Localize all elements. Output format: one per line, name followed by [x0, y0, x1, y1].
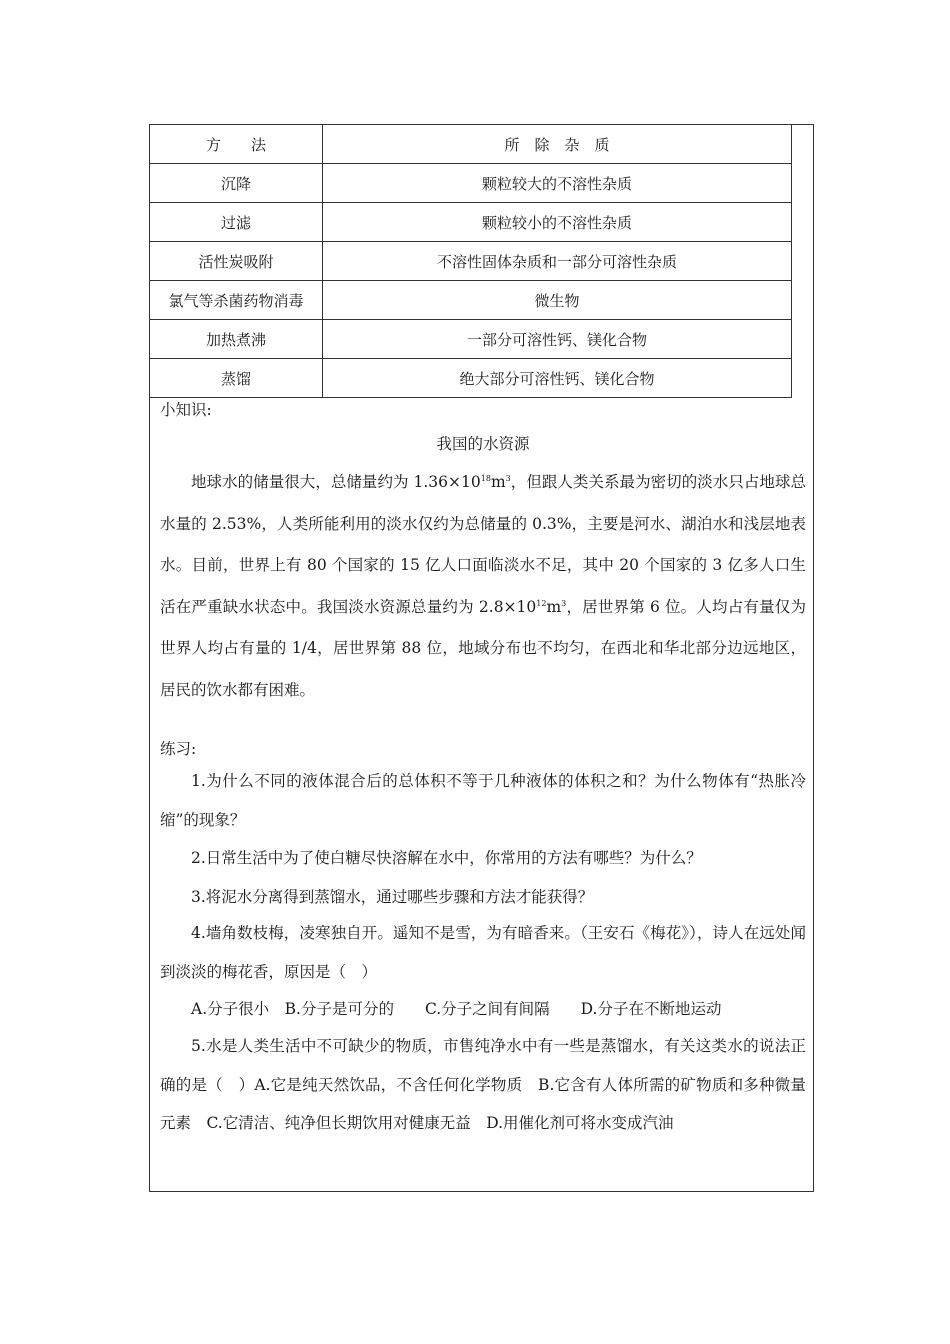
question-3: 3.将泥水分离得到蒸馏水，通过哪些步骤和方法才能获得？ [191, 888, 594, 906]
paragraph-text: ，但跟人类关系最为密切的淡水只占地球总水量的 2.53%，人类所能利用的淡水仅约为总储量的 0.3%，主要是河水、湖泊水和浅层地表水。目前，世界上有 80 个国家的 15 亿人口面临淡水不足，其中 20 个国家的 3 亿多人口生活在严重缺水状态中。我国淡水资源总量约为 2.8×10 [160, 473, 806, 616]
knowledge-title: 我国的水资源 [436, 435, 530, 453]
table-row [150, 320, 792, 359]
knowledge-label: 小知识: [160, 401, 212, 419]
table-cell-method: 沉降 [150, 164, 323, 203]
exponent: 12 [536, 598, 547, 608]
table-cell-method: 氯气等杀菌药物消毒 [150, 281, 323, 320]
paragraph-text: ，居世界第 6 位。人均占有量仅为世界人均占有量的 1/4，居世界第 88 位，地域分布也不均匀，在西北和华北部分边远地区，居民的饮水都有困难。 [160, 597, 806, 699]
question-1: 1.为什么不同的液体混合后的总体积不等于几种液体的体积之和？为什么物体有“热胀冷缩”的现象？ [160, 772, 806, 829]
question-2: 2.日常生活中为了使白糖尽快溶解在水中，你常用的方法有哪些？为什么？ [191, 849, 702, 867]
knowledge-paragraph [160, 462, 806, 711]
table-cell-method: 活性炭吸附 [150, 242, 323, 281]
unit-text: m [546, 597, 562, 616]
question-5: 5.水是人类生活中不可缺少的物质，市售纯净水中有一些是蒸馏水，有关这类水的说法正确的是（ ）A.它是纯天然饮品，不含任何化学物质 B.它含有人体所需的矿物质和多种微量元素 C.它清洁、纯净但长期饮用对健康无益 D.用催化剂可将水变成汽油 [160, 1037, 806, 1132]
exponent: 3 [505, 474, 511, 483]
table-cell-impurity: 不溶性固体杂质和一部分可溶性杂质 [323, 242, 792, 281]
table-cell-impurity: 颗粒较小的不溶性杂质 [323, 203, 792, 242]
table-cell-impurity: 绝大部分可溶性钙、镁化合物 [323, 359, 792, 398]
purification-methods-table [149, 124, 792, 398]
table-cell-method: 蒸馏 [150, 359, 323, 398]
table-row [150, 242, 792, 281]
exponent: 3 [561, 598, 567, 608]
table-row [150, 281, 792, 320]
table-cell-method: 过滤 [150, 203, 323, 242]
question-4: 4.墙角数枝梅，凌寒独自开。遥知不是雪，为有暗香来。（王安石《梅花》），诗人在远处闻到淡淡的梅花香，原因是（ ） [160, 924, 806, 981]
paragraph-text: 地球水的储量很大，总储量约为 1.36×10 [191, 473, 481, 491]
table-header-method: 方 法 [150, 125, 323, 164]
table-row [150, 203, 792, 242]
exercises-label: 练习: [160, 740, 197, 758]
table-row [150, 359, 792, 398]
table-header-row [150, 125, 792, 164]
unit-text: m [490, 473, 506, 491]
table-row [150, 164, 792, 203]
exponent: 18 [480, 474, 491, 483]
table-cell-method: 加热煮沸 [150, 320, 323, 359]
table-cell-impurity: 颗粒较大的不溶性杂质 [323, 164, 792, 203]
table-header-impurity: 所 除 杂 质 [323, 125, 792, 164]
table-cell-impurity: 一部分可溶性钙、镁化合物 [323, 320, 792, 359]
question-4-options: A.分子很小 B.分子是可分的 C.分子之间有间隔 D.分子在不断地运动 [191, 1000, 722, 1018]
table-cell-impurity: 微生物 [323, 281, 792, 320]
